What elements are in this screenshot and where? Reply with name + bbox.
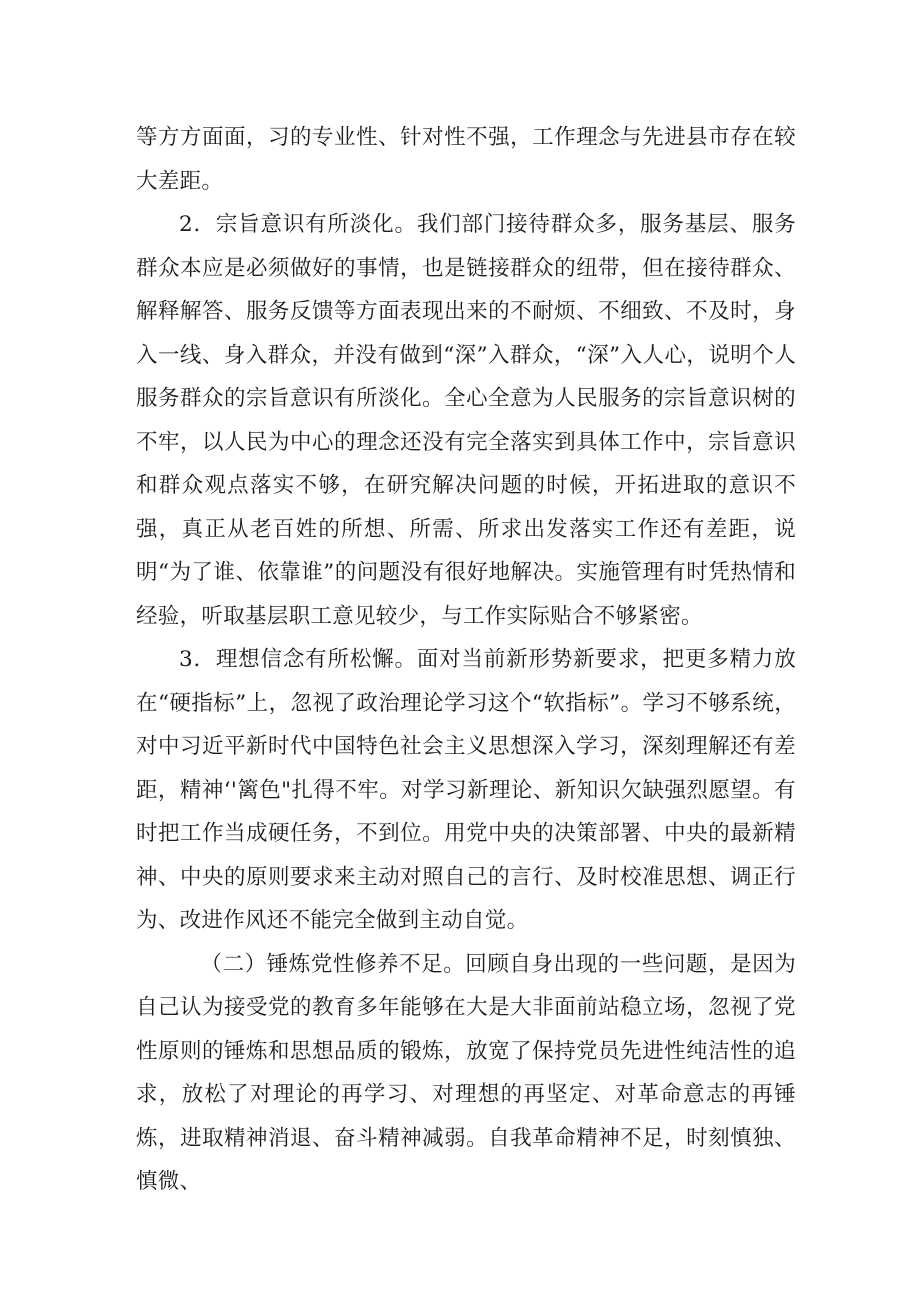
paragraph-item-2: 2．宗旨意识有所淡化。我们部门接待群众多，服务基层、服务群众本应是必须做好的事情，也是链接群众的纽带，但在接待群众、解释解答、服务反馈等方面表现出来的不耐烦、不细致、不及时，身入一线、身入群众，并没有做到“深”入群众，“深”入人心，说明个人服务群众的宗旨意识有所淡化。全心全意为人民服务的宗旨意识树的不牢，以人民为中心的理念还没有完全落实到具体工作中，宗旨意识和群众观点落实不够，在研究解决问题的时候，开拓进取的意识不强，真正从老百姓的所想、所需、所求出发落实工作还有差距，说明“为了谁、依靠谁”的问题没有很好地解决。实施管理有时凭热情和经验，听取基层职工意见较少，与工作实际贴合不够紧密。 <box>136 212 796 629</box>
paragraph-item-3: 3．理想信念有所松懈。面对当前新形势新要求，把更多精力放在“硬指标”上，忽视了政治理论学习这个“软指标”。学习不够系统，对中习近平新时代中国特色社会主义思想深入学习，深刻理解还有差距，精神‘'篱色"扎得不牢。对学习新理论、新知识欠缺强烈愿望。有时把工作当成硬任务，不到位。用党中央的决策部署、中央的最新精神、中央的原则要求来主动对照自己的言行、及时校准思想、调正行为、改进作风还不能完全做到主动自觉。 <box>136 647 796 933</box>
paragraph-continuation: 等方方面面，习的专业性、针对性不强，工作理念与先进县市存在较大差距。 <box>136 125 796 194</box>
document-body <box>136 116 796 1204</box>
paragraph-section-2: （二）锤炼党性修养不足。回顾自身出现的一些问题，是因为自己认为接受党的教育多年能够在大是大非面前站稳立场，忽视了党性原则的锤炼和思想品质的锻炼，放宽了保持党员先进性纯洁性的追求，放松了对理论的再学习、对理想的再坚定、对革命意志的再锤炼，进取精神消退、奋斗精神减弱。自我革命精神不足，时刻慎独、慎微、 <box>136 951 796 1194</box>
